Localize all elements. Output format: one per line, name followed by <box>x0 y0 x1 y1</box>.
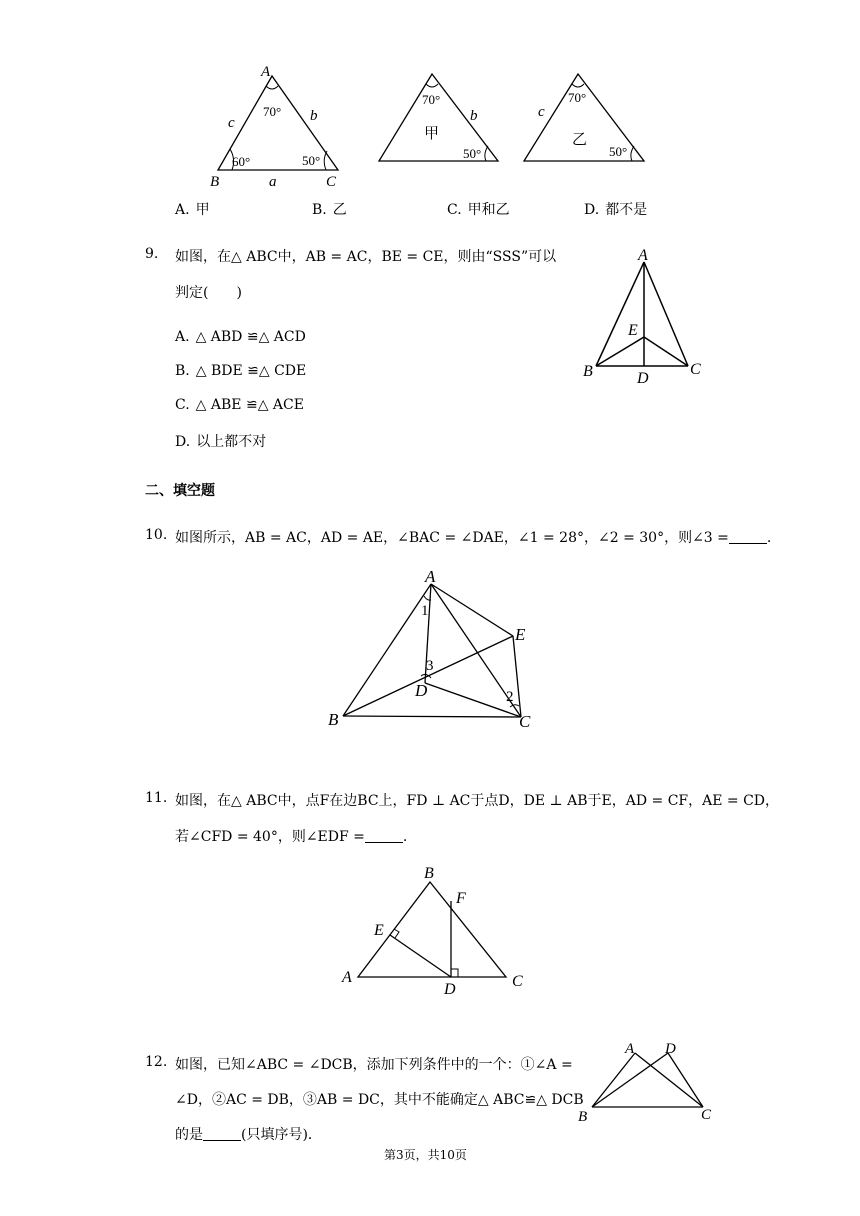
q9-label-a: A <box>638 247 648 264</box>
q8-jia-side-b: b <box>470 108 478 124</box>
q8-figure-jia <box>376 68 506 168</box>
q10-label-d: D <box>415 681 428 700</box>
q8-label-b-vertex: B <box>210 174 220 190</box>
q12-text-line3: 的是 (只填序号)． <box>175 1127 322 1143</box>
q8-label-side-c: c <box>228 115 235 131</box>
q8-jia-angle-right: 50° <box>463 146 482 161</box>
q8-label-a-vertex: A <box>261 64 271 80</box>
q9-option-c[interactable]: C. △ ABE ≌△ ACE <box>175 397 304 413</box>
q9-label-d: D <box>637 370 649 387</box>
q9-option-b[interactable]: B. △ BDE ≌△ CDE <box>175 363 307 379</box>
q8-jia-name: 甲 <box>424 124 440 142</box>
q11-figure <box>338 862 538 1002</box>
q12-label-d: D <box>665 1041 676 1057</box>
q10-label-angle-2: 2 <box>506 689 514 705</box>
q8-angle-b: 60° <box>232 154 251 169</box>
q8-yi-side-c: c <box>538 104 545 120</box>
q8-label-side-a: a <box>269 174 277 190</box>
q8-option-b[interactable]: B. 乙 <box>312 202 347 218</box>
q9-number: 9. <box>145 246 159 262</box>
q12-number: 12. <box>145 1054 168 1070</box>
q9-label-c: C <box>690 361 701 378</box>
q8-label-c-vertex: C <box>326 174 337 190</box>
q11-label-f: F <box>456 890 466 907</box>
q8-yi-name: 乙 <box>572 130 588 148</box>
q8-yi-angle-top: 70° <box>568 90 587 105</box>
q9-figure <box>580 244 710 387</box>
q11-text-line2: 若∠CFD = 40°，则∠EDF = . <box>175 829 408 845</box>
q12-label-c: C <box>701 1107 712 1123</box>
q8-option-a[interactable]: A. 甲 <box>175 202 210 218</box>
q9-text-line1: 如图，在△ ABC中，AB = AC，BE = CE，则由“SSS”可以 <box>175 249 557 265</box>
q10-number: 10. <box>145 527 168 543</box>
q9-label-b: B <box>583 363 593 380</box>
q8-jia-angle-top: 70° <box>422 92 441 107</box>
q8-figure-yi <box>520 68 650 168</box>
q12-figure <box>575 1040 725 1125</box>
q10-figure <box>325 566 545 736</box>
q8-angle-a: 70° <box>263 104 282 119</box>
q10-label-c: C <box>519 712 531 731</box>
q12-label-a: A <box>625 1041 635 1057</box>
q9-option-a[interactable]: A. △ ABD ≌△ ACD <box>175 329 306 345</box>
q12-text-line2: ∠D，②AC = DB，③AB = DC，其中不能确定△ ABC≌△ DCB <box>175 1092 584 1108</box>
q8-option-d[interactable]: D. 都不是 <box>584 202 648 218</box>
q10-label-angle-1: 1 <box>421 603 429 619</box>
q10-label-b: B <box>328 710 339 729</box>
q11-label-b: B <box>424 865 434 882</box>
q11-answer-blank[interactable] <box>365 828 403 843</box>
q10-answer-blank[interactable] <box>729 529 767 544</box>
q9-option-d[interactable]: D. 以上都不对 <box>175 434 267 450</box>
q11-label-c: C <box>512 973 523 990</box>
q11-label-a: A <box>342 969 352 986</box>
q8-label-side-b: b <box>310 108 318 124</box>
q11-label-d: D <box>444 981 456 998</box>
q11-text-line1: 如图，在△ ABC中，点F在边BC上，FD ⊥ AC于点D，DE ⊥ AB于E，AD = CF，AE = CD， <box>175 793 780 809</box>
q9-text-line2: 判定( ) <box>175 285 242 301</box>
section-fill-in-title: 二、填空题 <box>145 483 215 499</box>
q8-option-c[interactable]: C. 甲和乙 <box>447 202 510 218</box>
q11-number: 11. <box>145 790 168 806</box>
q8-yi-angle-right: 50° <box>609 144 628 159</box>
q10-label-e: E <box>515 625 526 644</box>
q12-text-line1: 如图，已知∠ABC = ∠DCB，添加下列条件中的一个：①∠A = <box>175 1057 573 1073</box>
q8-angle-c: 50° <box>302 153 321 168</box>
q8-figure-abc <box>205 62 345 192</box>
q9-label-e: E <box>628 322 638 339</box>
q10-label-angle-3: 3 <box>426 658 434 674</box>
q12-answer-blank[interactable] <box>203 1126 241 1141</box>
q12-label-b: B <box>578 1109 588 1125</box>
q10-label-a: A <box>425 567 436 586</box>
q10-text: 如图所示，AB = AC，AD = AE，∠BAC = ∠DAE，∠1 = 28°，∠2 = 30°，则∠3 = . <box>175 530 772 546</box>
q11-label-e: E <box>374 922 384 939</box>
page-footer: 第3页，共10页 <box>384 1148 467 1162</box>
